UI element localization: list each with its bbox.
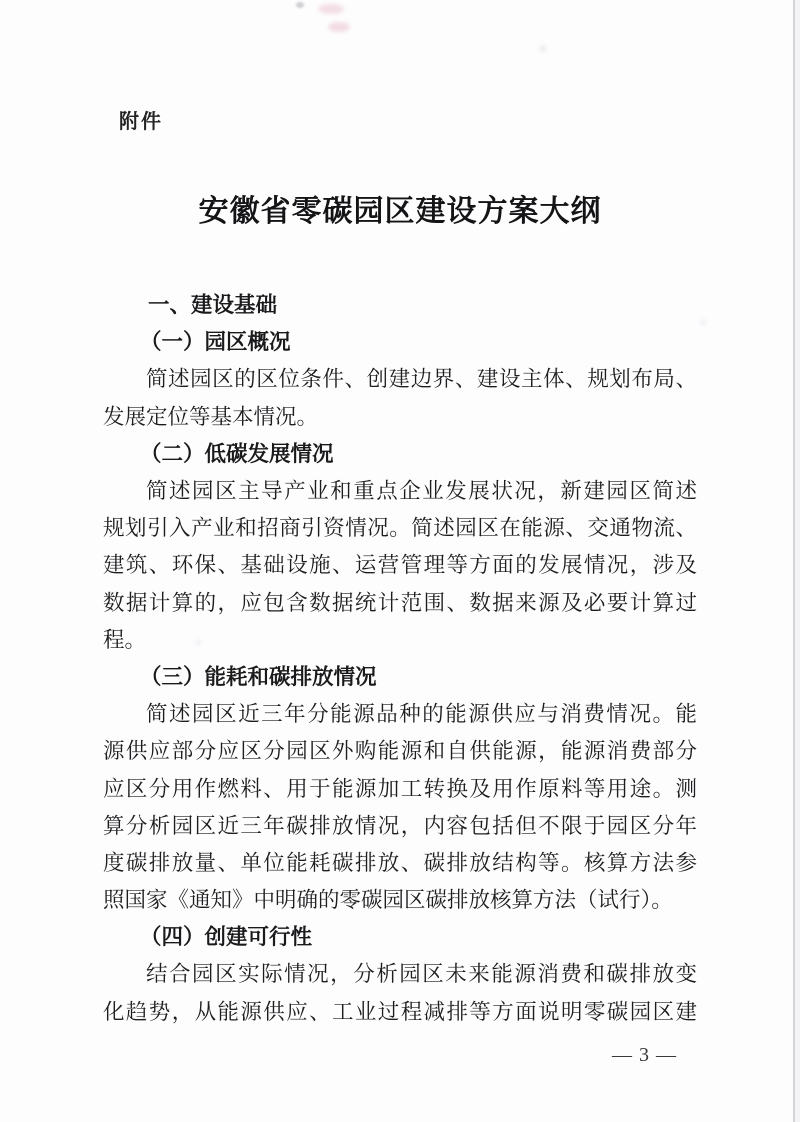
- heading-h2: （四）创建可行性: [140, 925, 313, 950]
- document-line: 简述园区近三年分能源品种的能源供应与消费情况。能: [146, 702, 697, 727]
- document-line: 数据计算的，应包含数据统计范围、数据来源及必要计算过: [103, 590, 697, 615]
- document-line: 源供应部分应区分园区外购能源和自供能源，能源消费部分: [103, 739, 697, 764]
- scan-speck: [540, 46, 546, 51]
- paragraph: [103, 696, 697, 919]
- document-line: 算分析园区近三年碳排放情况，内容包括但不限于园区分年: [103, 813, 697, 838]
- paragraph: [103, 956, 697, 1030]
- document-line: 程。: [103, 627, 147, 652]
- attachment-label: 附件: [119, 111, 163, 133]
- document-line: 发展定位等基本情况。: [103, 404, 319, 429]
- scan-edge-highlight: [795, 0, 800, 1122]
- document-line: 建筑、环保、基础设施、运营管理等方面的发展情况，涉及: [103, 553, 697, 578]
- document-line: 度碳排放量、单位能耗碳排放、碳排放结构等。核算方法参: [103, 850, 697, 875]
- heading-h2: （二）低碳发展情况: [140, 441, 334, 466]
- document-line: 化趋势，从能源供应、工业过程减排等方面说明零碳园区建: [103, 999, 697, 1024]
- paragraph: [103, 361, 697, 435]
- document-line: 结合园区实际情况，分析园区未来能源消费和碳排放变: [146, 962, 697, 987]
- scan-smudge: [328, 22, 350, 32]
- document-line: 简述园区主导产业和重点企业发展状况，新建园区简述: [146, 478, 697, 503]
- paragraph: [103, 473, 697, 659]
- scan-smudge: [318, 4, 344, 14]
- scan-speck: [296, 2, 304, 8]
- document-line: 照国家《通知》中明确的零碳园区碳排放核算方法（试行）。: [103, 888, 673, 913]
- scan-speck: [700, 320, 706, 325]
- document-line: 简述园区的区位条件、创建边界、建设主体、规划布局、: [146, 367, 697, 392]
- heading-h2: （一）园区概况: [140, 330, 291, 355]
- document-line: 规划引入产业和招商引资情况。简述园区在能源、交通物流、: [103, 516, 697, 541]
- heading-h1: 一、建设基础: [148, 293, 278, 317]
- document-line: 应区分用作燃料、用于能源加工转换及用作原料等用途。测: [103, 776, 697, 801]
- document-body: [103, 287, 697, 1031]
- heading-h2: （三）能耗和碳排放情况: [140, 664, 377, 689]
- scan-edge-line: [793, 0, 795, 1122]
- document-title: 安徽省零碳园区建设方案大纲: [198, 195, 602, 228]
- page-number: — 3 —: [612, 1044, 677, 1066]
